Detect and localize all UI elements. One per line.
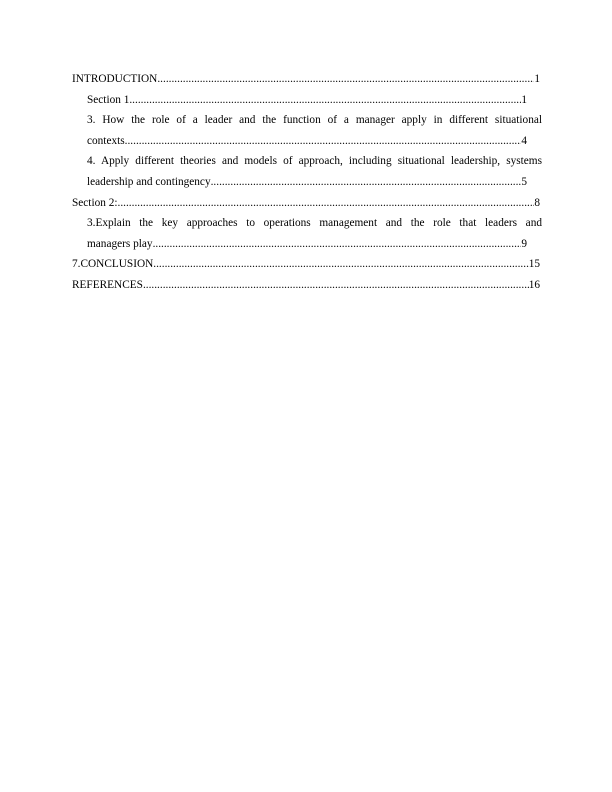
toc-entry-operations-management[interactable] xyxy=(72,213,542,254)
toc-entry-references[interactable] xyxy=(72,275,540,296)
toc-entry-label: Section 1 xyxy=(87,93,130,106)
dot-leader xyxy=(143,275,529,296)
toc-entry-leadership-theories[interactable] xyxy=(72,151,542,192)
toc-entry-label: 7.CONCLUSION xyxy=(72,258,154,271)
dot-leader xyxy=(211,172,522,193)
toc-entry-label: Section 2: xyxy=(72,196,118,209)
toc-entry-title-line: 3.Explain the key approaches to operations management and the role that leaders and xyxy=(87,217,542,230)
toc-entry-section-1[interactable] xyxy=(72,90,527,111)
dot-leader xyxy=(118,193,535,214)
toc-entry-page-number: 9 xyxy=(521,237,527,250)
toc-entry-label: leadership and contingency xyxy=(87,175,211,188)
toc-entry-label: contexts xyxy=(87,134,125,147)
toc-entry-page-number: 4 xyxy=(521,134,527,147)
dot-leader xyxy=(129,90,521,111)
toc-entry-page-number: 8 xyxy=(534,196,540,209)
toc-entry-page-number: 16 xyxy=(528,278,540,291)
dot-leader xyxy=(153,234,522,255)
table-of-contents xyxy=(72,69,542,296)
toc-entry-label: managers play xyxy=(87,237,153,250)
toc-entry-conclusion[interactable] xyxy=(72,254,540,275)
toc-entry-label: INTRODUCTION xyxy=(72,73,158,85)
dot-leader xyxy=(153,254,528,275)
toc-entry-section-2[interactable] xyxy=(72,193,540,214)
toc-entry-leader-manager-contexts[interactable] xyxy=(72,110,542,151)
toc-entry-page-number: 15 xyxy=(528,258,540,271)
toc-entry-page-number: 1 xyxy=(534,73,540,85)
dot-leader xyxy=(157,69,534,90)
toc-entry-introduction[interactable] xyxy=(72,69,540,90)
toc-entry-title-line: 3. How the role of a leader and the function of a manager apply in different situational xyxy=(87,114,542,127)
toc-entry-page-number: 1 xyxy=(521,93,527,106)
dot-leader xyxy=(125,131,522,152)
toc-entry-page-number: 5 xyxy=(521,175,527,188)
toc-entry-title-line: 4. Apply different theories and models of approach, including situational leadership, systems xyxy=(87,155,542,168)
toc-entry-label: REFERENCES xyxy=(72,278,143,291)
